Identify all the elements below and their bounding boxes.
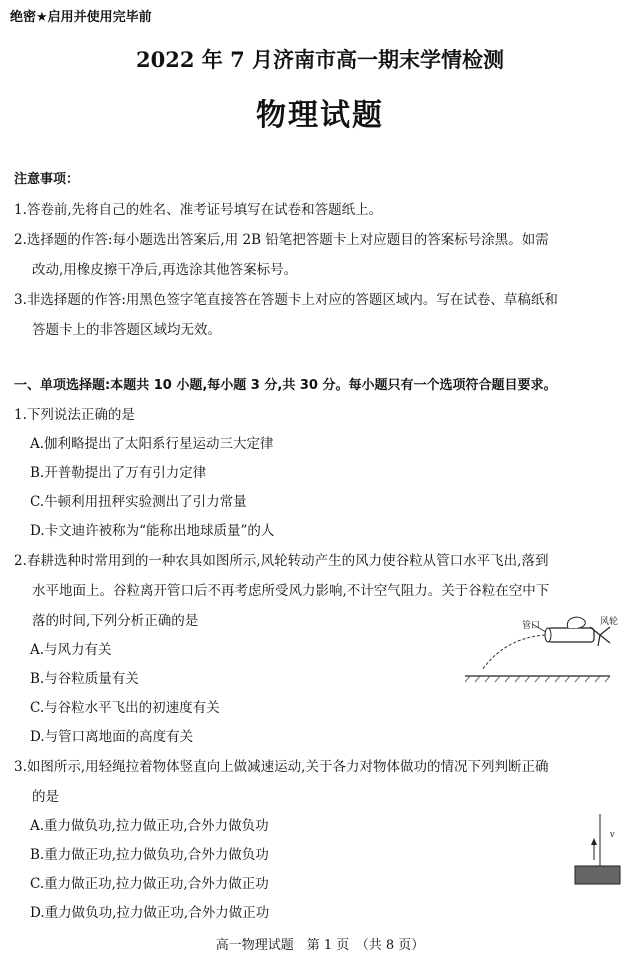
notice-line: 答题卡上的非答题区域均无效。 bbox=[32, 322, 221, 338]
q3-option-c: C.重力做正功,拉力做正功,合外力做正功 bbox=[30, 876, 269, 892]
subject-title: 物理试题 bbox=[256, 98, 384, 133]
question-1-stem: 1.下列说法正确的是 bbox=[14, 407, 135, 423]
q3-option-d: D.重力做负功,拉力做正功,合外力做正功 bbox=[30, 905, 270, 921]
notice-line: 2.选择题的作答:每小题选出答案后,用 2B 铅笔把答题卡上对应题目的答案标号涂黑。如需 bbox=[14, 232, 549, 248]
page-footer: 高一物理试题 第 1 页 （共 8 页） bbox=[215, 938, 425, 953]
q1-option-d: D.卡文迪许被称为“能称出地球质量”的人 bbox=[30, 523, 275, 539]
section-heading: 一、单项选择题:本题共 10 小题,每小题 3 分,共 30 分。每小题只有一个选项符合题目要求。 bbox=[14, 378, 557, 393]
block-rope-figure bbox=[570, 812, 630, 890]
question-3-stem: 3.如图所示,用轻绳拉着物体竖直向上做减速运动,关于各力对物体做功的情况下列判断正确 bbox=[14, 759, 549, 775]
question-2-stem: 2.春耕选种时常用到的一种农具如图所示,风轮转动产生的风力使谷粒从管口水平飞出,落到 bbox=[14, 553, 549, 569]
q1-option-c: C.牛顿利用扭秤实验测出了引力常量 bbox=[30, 494, 247, 510]
q3-option-b: B.重力做正功,拉力做负功,合外力做负功 bbox=[30, 847, 269, 863]
exam-title: 2022 年 7 月济南市高一期末学情检测 bbox=[136, 47, 504, 72]
question-2-stem: 落的时间,下列分析正确的是 bbox=[32, 613, 199, 629]
pipe-label: 管口 bbox=[522, 621, 541, 631]
wheel-label: 风轮 bbox=[600, 617, 619, 627]
q2-option-c: C.与谷粒水平飞出的初速度有关 bbox=[30, 700, 220, 716]
notice-heading: 注意事项： bbox=[14, 172, 80, 187]
notice-line: 1.答卷前,先将自己的姓名、准考证号填写在试卷和答题纸上。 bbox=[14, 202, 383, 218]
q3-option-a: A.重力做负功,拉力做正功,合外力做负功 bbox=[30, 818, 269, 834]
velocity-label: v bbox=[610, 830, 615, 839]
q2-option-a: A.与风力有关 bbox=[30, 642, 112, 658]
q1-option-a: A.伽利略提出了太阳系行星运动三大定律 bbox=[30, 436, 274, 452]
q2-option-d: D.与管口离地面的高度有关 bbox=[30, 729, 194, 745]
question-2-stem: 水平地面上。谷粒离开管口后不再考虑所受风力影响,不计空气阻力。关于谷粒在空中下 bbox=[32, 583, 550, 599]
notice-line: 3.非选择题的作答:用黑色签字笔直接答在答题卡上对应的答题区域内。写在试卷、草稿纸和 bbox=[14, 292, 558, 308]
question-3-stem: 的是 bbox=[32, 789, 59, 805]
q2-option-b: B.与谷粒质量有关 bbox=[30, 671, 139, 687]
q1-option-b: B.开普勒提出了万有引力定律 bbox=[30, 465, 207, 481]
notice-line: 改动,用橡皮擦干净后,再选涂其他答案标号。 bbox=[32, 262, 298, 278]
confidential-mark: 绝密★启用并使用完毕前 bbox=[10, 10, 152, 25]
